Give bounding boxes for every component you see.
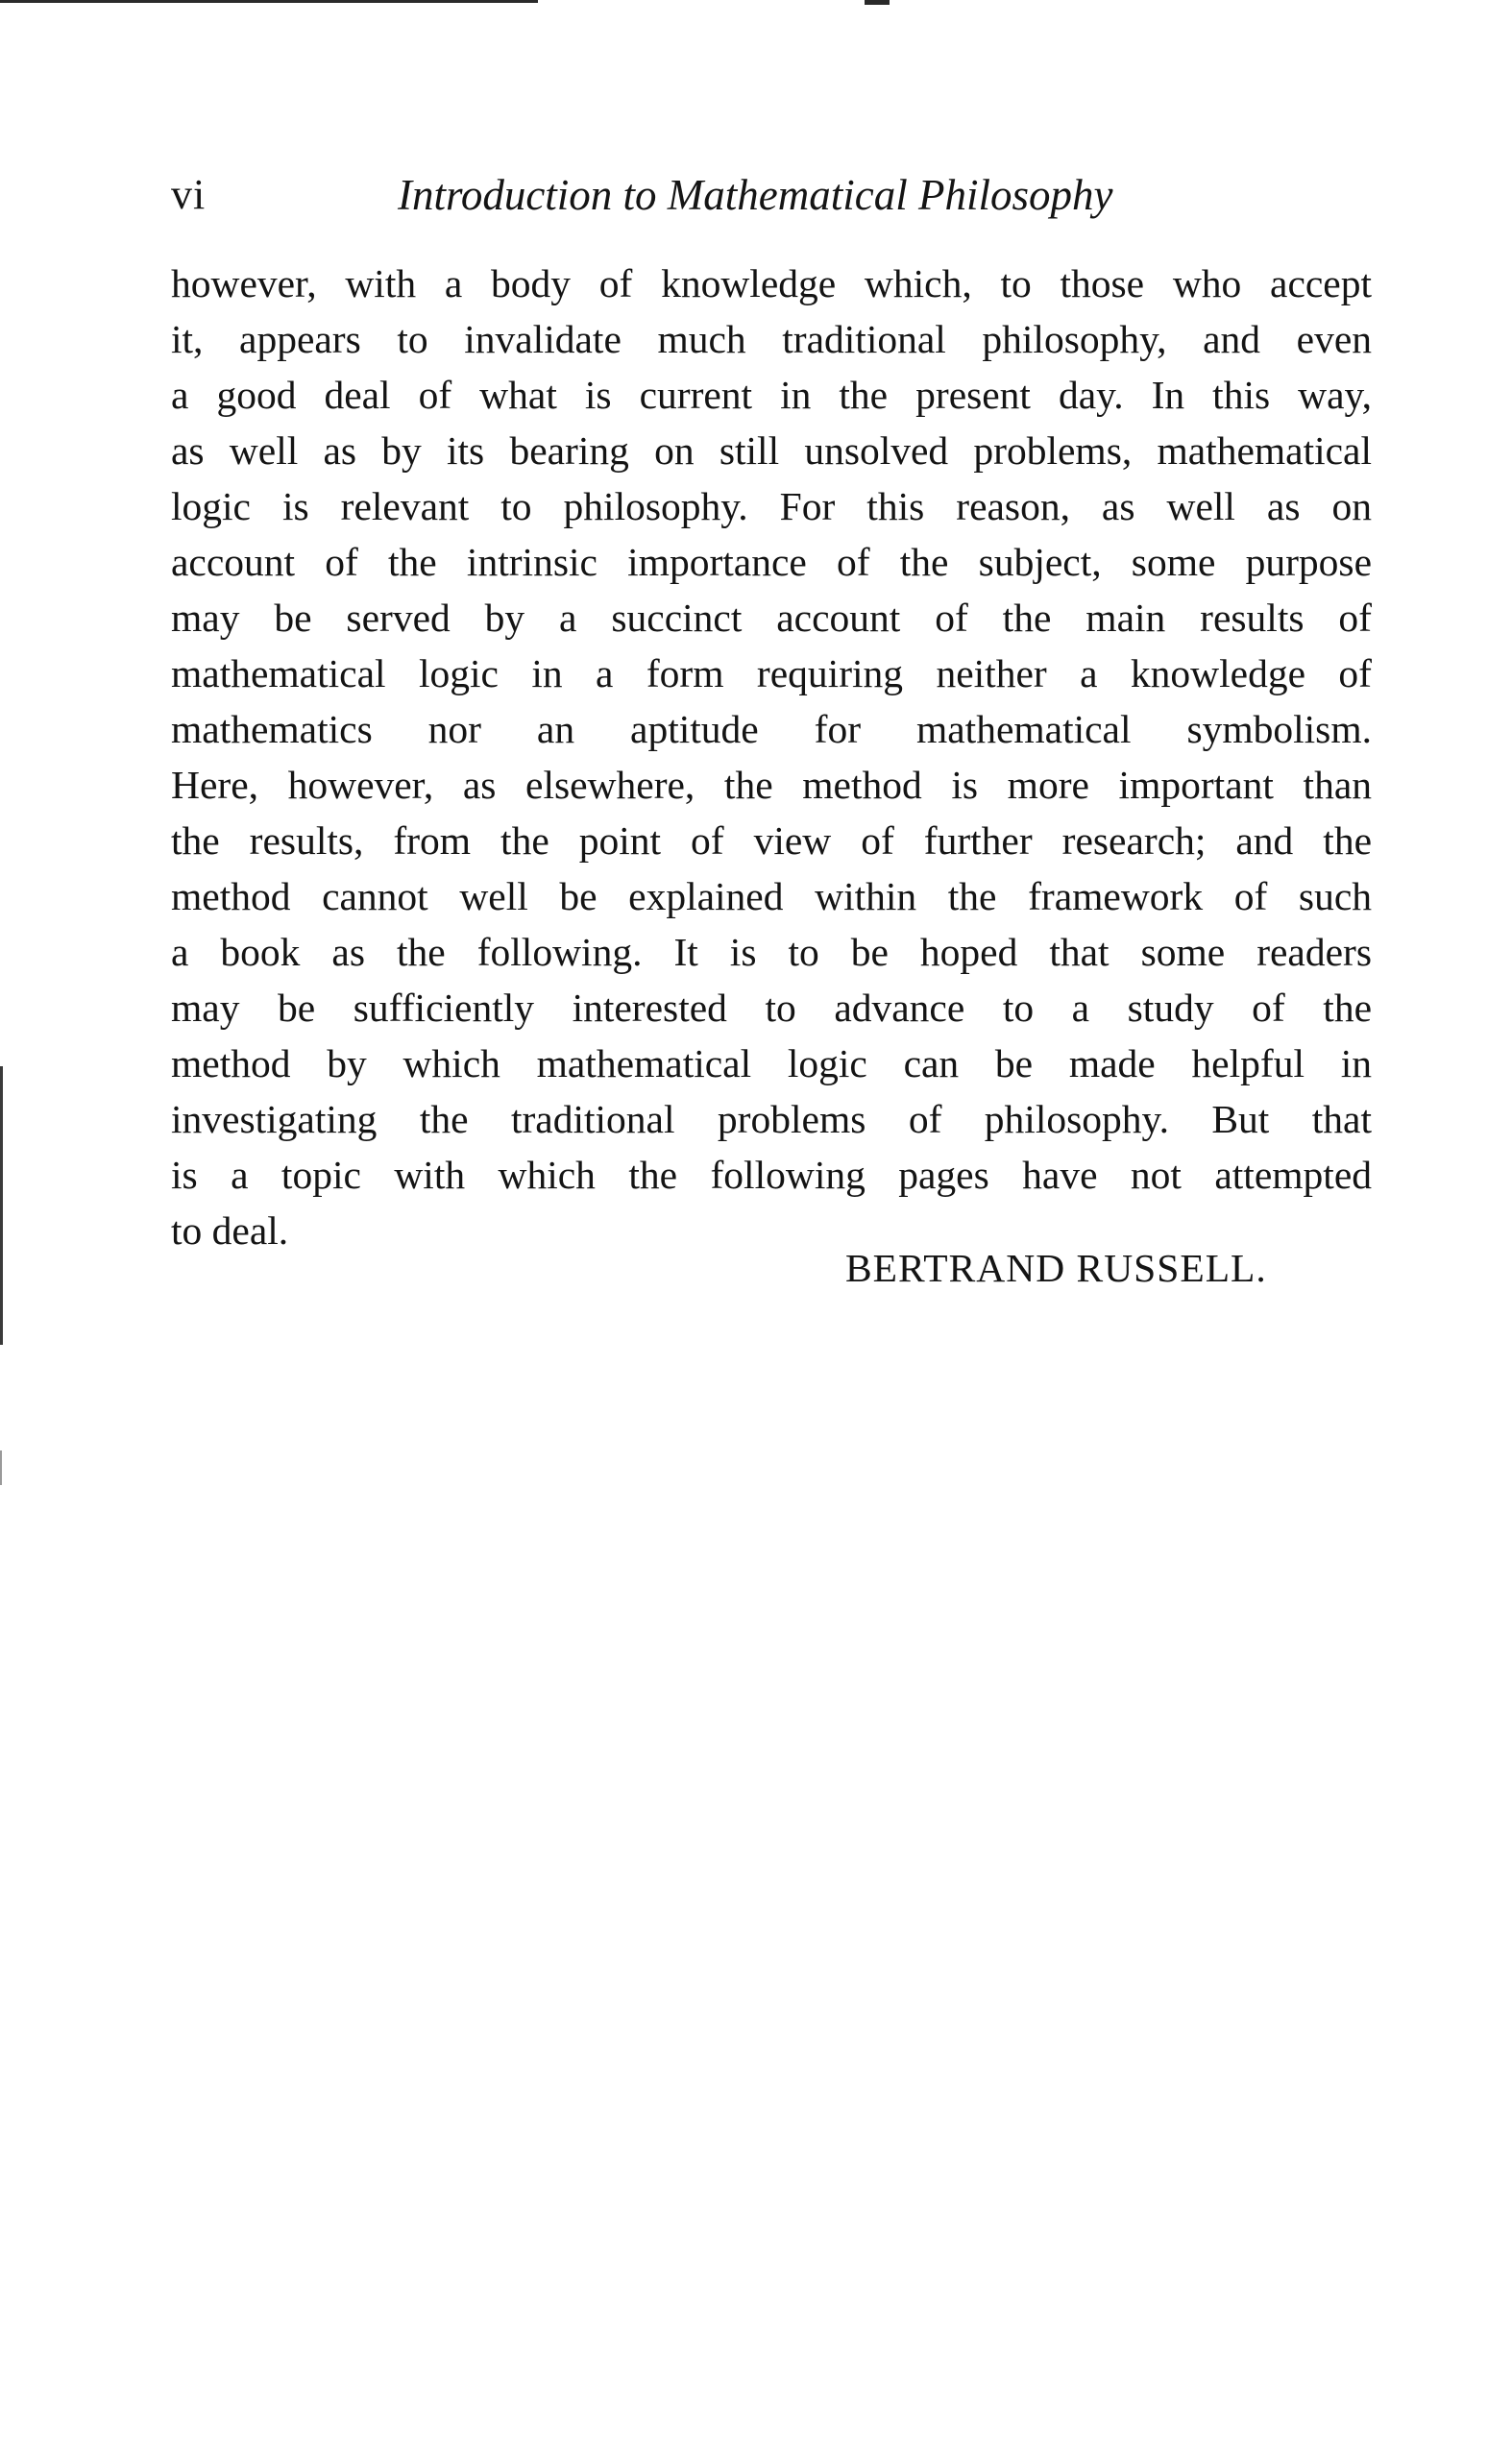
running-head [171,161,1381,229]
author-signature: BERTRAND RUSSELL. [845,1246,1267,1290]
scan-top-rule [0,0,538,3]
scan-left-edge [0,1066,3,1345]
running-title: Introduction to Mathematical Philosophy [398,171,1113,219]
scan-top-mark [865,0,890,5]
text-line: mathematical logic in a form requiring neither a knowledge of [171,651,1372,695]
text-line: account of the intrinsic importance of the subject, some purpose [171,540,1372,584]
body-paragraph [171,256,1372,1258]
text-line: Here, however, as elsewhere, the method is more important than [171,763,1372,807]
text-line: it, appears to invalidate much traditional philosophy, and even [171,317,1372,361]
text-line: is a topic with which the following pages have not attempted [171,1153,1372,1197]
text-line: method by which mathematical logic can be made helpful in [171,1041,1372,1085]
text-line: the results, from the point of view of further research; and the [171,818,1372,863]
text-line: as well as by its bearing on still unsolved problems, mathematical [171,428,1372,473]
scan-left-tick [0,1450,2,1485]
text-line: a book as the following. It is to be hoped that some readers [171,930,1372,974]
text-line: method cannot well be explained within the framework of such [171,874,1372,918]
text-line: may be served by a succinct account of the main results of [171,596,1372,640]
text-line: mathematics nor an aptitude for mathematical symbolism. [171,707,1372,751]
text-line: logic is relevant to philosophy. For this reason, as well as on [171,484,1372,528]
text-line: investigating the traditional problems of philosophy. But that [171,1097,1372,1141]
text-line: to deal. [171,1208,289,1253]
page-number: vi [171,171,207,218]
text-line: a good deal of what is current in the present day. In this way, [171,373,1372,417]
text-line: however, with a body of knowledge which, to those who accept [171,261,1372,305]
text-line: may be sufficiently interested to advance to a study of the [171,986,1372,1030]
